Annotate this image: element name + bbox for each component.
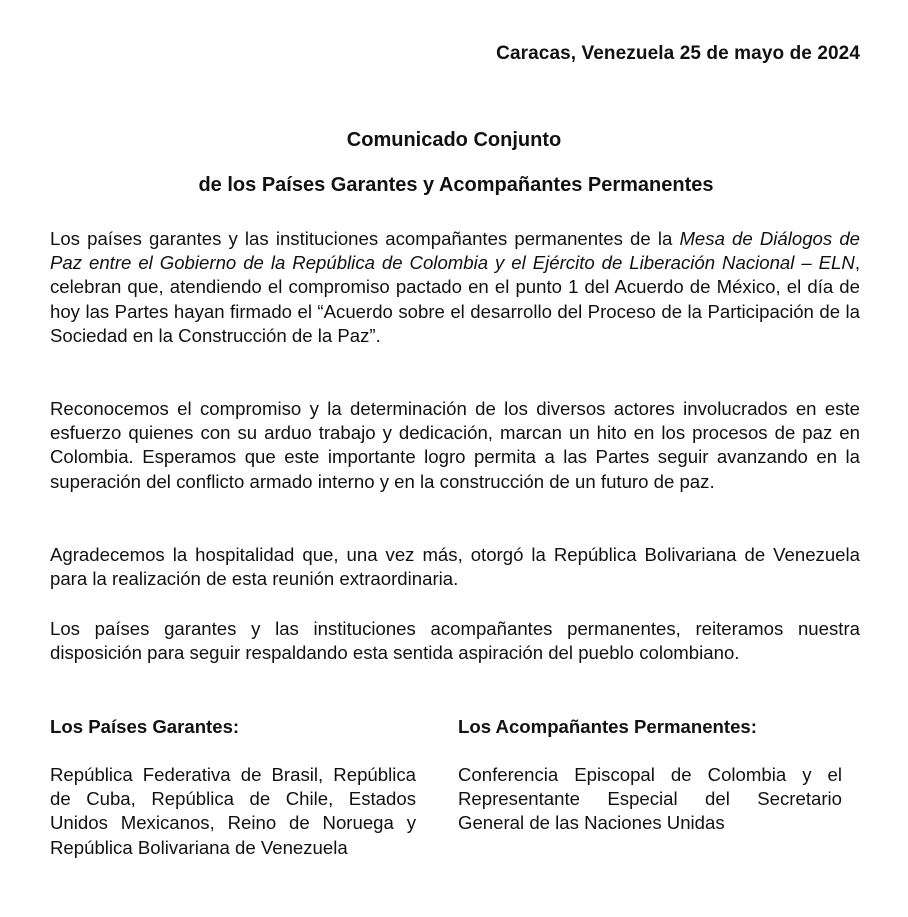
dateline: Caracas, Venezuela 25 de mayo de 2024 <box>496 43 860 64</box>
paragraph-celebration-rest: , celebran que, atendiendo el compromiso pactado en el punto 1 del Acuerdo de México, el día de hoy las Partes hayan firmado el “Acuerdo sobre el desarrollo del Proceso de la Participación de la Sociedad en la Construcción de la Paz”. <box>50 252 860 346</box>
paragraph-celebration-intro: Los países garantes y las instituciones acompañantes permanentes de la <box>50 228 680 249</box>
paragraph-recognition: Reconocemos el compromiso y la determinación de los diversos actores involucrados en este esfuerzo quienes con su arduo trabajo y dedicación, marcan un hito en los procesos de paz en Colombia. Esperamos que este importante logro permita a las Partes seguir avanzando en la superación del conflicto armado interno y en la construcción de un futuro de paz. <box>50 398 860 492</box>
guarantors-list: República Federativa de Brasil, República de Cuba, República de Chile, Estados Unidos Mexicanos, Reino de Noruega y República Bolivariana de Venezuela <box>50 764 416 858</box>
companions-list: Conferencia Episcopal de Colombia y el Representante Especial del Secretario General de las Naciones Unidas <box>458 764 842 834</box>
paragraph-gratitude: Agradecemos la hospitalidad que, una vez más, otorgó la República Bolivariana de Venezuela para la realización de esta reunión extraordinaria. <box>50 544 860 590</box>
document-subtitle: de los Países Garantes y Acompañantes Permanentes <box>198 174 714 196</box>
paragraph-celebration <box>50 227 860 348</box>
mesa-dialogos-name: Mesa de Diálogos de Paz entre el Gobierno de la República de Colombia y el Ejército de Liberación Nacional – ELN <box>50 228 860 274</box>
companions-heading: Los Acompañantes Permanentes: <box>458 716 757 737</box>
document-title: Comunicado Conjunto <box>346 129 562 151</box>
paragraph-commitment: Los países garantes y las instituciones acompañantes permanentes, reiteramos nuestra disposición para seguir respaldando esta sentida aspiración del pueblo colombiano. <box>50 618 860 664</box>
guarantors-heading: Los Países Garantes: <box>50 716 240 737</box>
